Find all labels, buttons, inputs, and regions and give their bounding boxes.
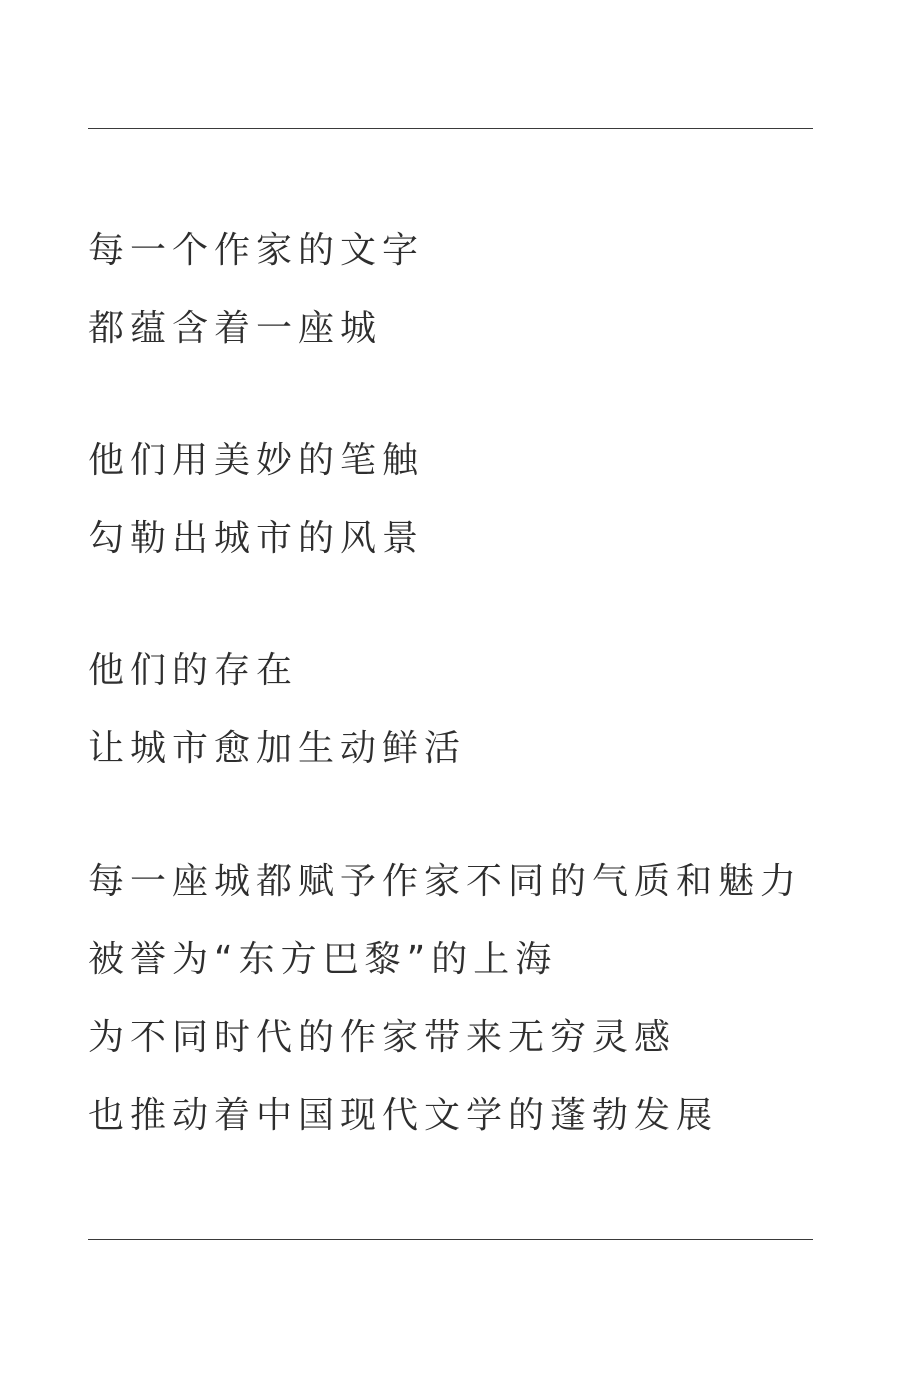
- poem-stanza-2: [88, 422, 818, 578]
- poem-line: 都蕴含着一座城: [88, 308, 383, 349]
- poem-stanza-3: [88, 632, 818, 788]
- poem-line: 被誉为“东方巴黎”的上海: [88, 939, 558, 980]
- poem-line: 他们用美妙的笔触: [88, 440, 425, 481]
- poem-line: 为不同时代的作家带来无穷灵感: [88, 1017, 677, 1058]
- poem-line: 也推动着中国现代文学的蓬勃发展: [88, 1095, 719, 1136]
- bottom-divider: [88, 1239, 813, 1240]
- poem-line: 每一个作家的文字: [88, 230, 425, 271]
- poem-stanza-1: [88, 212, 818, 368]
- poem-stanza-4: [88, 843, 818, 1155]
- poem-line: 勾勒出城市的风景: [88, 518, 425, 559]
- poem-line: 每一座城都赋予作家不同的气质和魅力: [88, 861, 803, 902]
- poem-line: 让城市愈加生动鲜活: [88, 728, 467, 769]
- poem-line: 他们的存在: [88, 650, 299, 691]
- top-divider: [88, 128, 813, 129]
